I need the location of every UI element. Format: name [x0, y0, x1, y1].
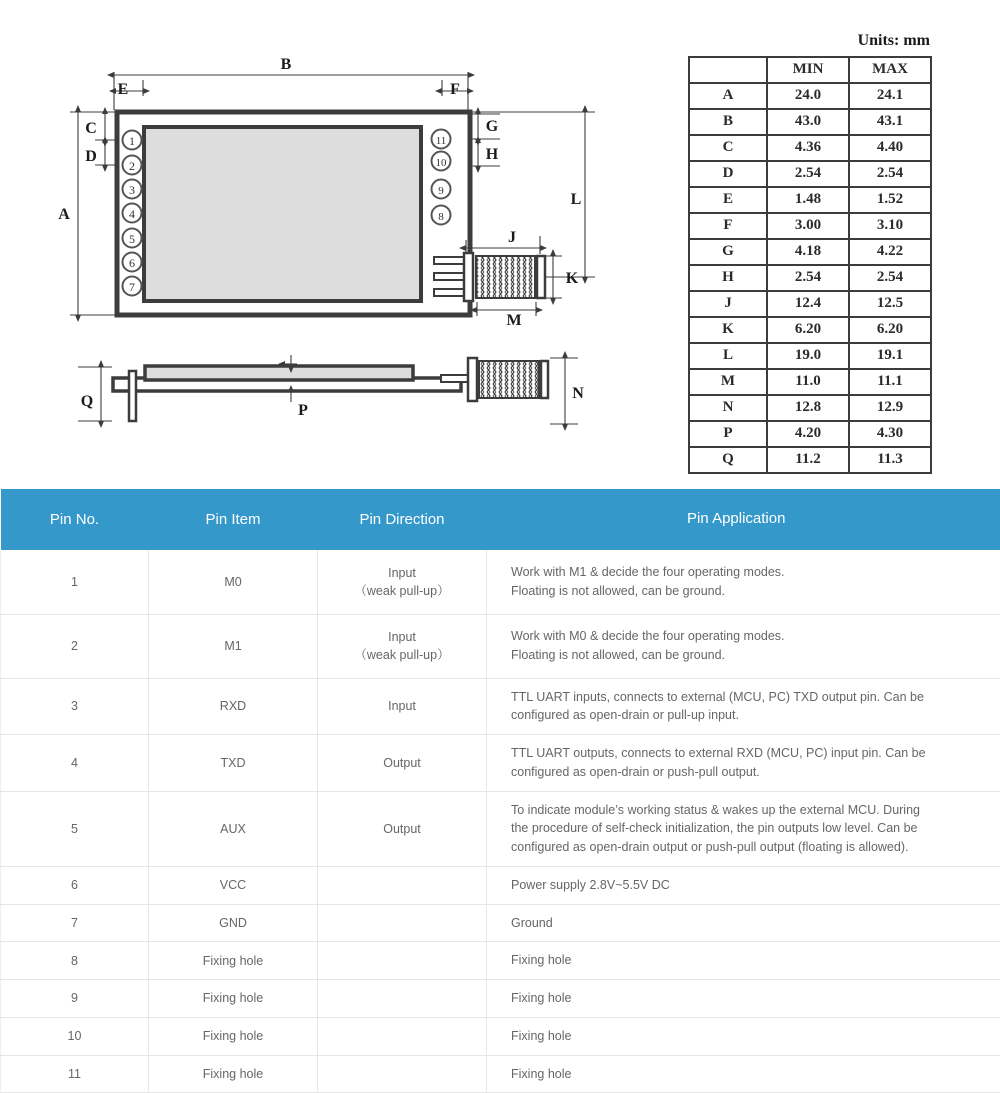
- pin-application-line: Fixing hole: [511, 1065, 986, 1084]
- dimension-cell-min: 11.0: [767, 369, 849, 395]
- dimension-table-row: [689, 343, 931, 369]
- pin-cell-no: 4: [1, 735, 149, 792]
- dimension-cell-min: 12.4: [767, 291, 849, 317]
- dim-label-N: N: [572, 385, 584, 402]
- dimension-table-row: [689, 395, 931, 421]
- dimension-cell-name: E: [689, 187, 767, 213]
- dimension-cell-max: 1.52: [849, 187, 931, 213]
- dimension-cell-name: M: [689, 369, 767, 395]
- pin-cell-direction: [318, 614, 487, 678]
- pin-cell-direction: [318, 678, 487, 735]
- dimension-cell-max: 12.9: [849, 395, 931, 421]
- dimension-cell-min: 12.8: [767, 395, 849, 421]
- dimension-header-max: MAX: [849, 57, 931, 83]
- pin-number-10: 10: [436, 157, 448, 169]
- dimension-table-row: [689, 109, 931, 135]
- dimension-cell-min: 3.00: [767, 213, 849, 239]
- pin-application-line: configured as open-drain or push-pull output.: [511, 763, 986, 782]
- dimension-cell-max: 2.54: [849, 161, 931, 187]
- dimension-cell-max: 6.20: [849, 317, 931, 343]
- pin-cell-application: [487, 904, 1000, 942]
- dimension-cell-name: H: [689, 265, 767, 291]
- pin-cell-application: [487, 980, 1000, 1018]
- dimension-table-row: [689, 291, 931, 317]
- dimension-cell-max: 19.1: [849, 343, 931, 369]
- pin-cell-no: 2: [1, 614, 149, 678]
- pin-cell-direction: [318, 550, 487, 614]
- dimension-cell-min: 24.0: [767, 83, 849, 109]
- pin-header-application: Pin Application: [487, 489, 1000, 550]
- pin-application-line: To indicate module’s working status & wakes up the external MCU. During: [511, 801, 986, 820]
- pin-direction-main: Input: [318, 697, 486, 715]
- pin-cell-item: GND: [149, 904, 318, 942]
- dimension-cell-name: B: [689, 109, 767, 135]
- pin-cell-no: 8: [1, 942, 149, 980]
- table-row: [1, 980, 1000, 1018]
- dimension-cell-max: 12.5: [849, 291, 931, 317]
- pin-number-8: 8: [438, 211, 444, 223]
- pin-cell-application: [487, 942, 1000, 980]
- table-row: [1, 904, 1000, 942]
- pin-cell-application: [487, 791, 1000, 866]
- dimension-cell-name: N: [689, 395, 767, 421]
- dim-label-H: H: [486, 146, 499, 163]
- pin-table-container: [0, 489, 1000, 1093]
- pin-cell-no: 6: [1, 866, 149, 904]
- pin-cell-application: [487, 614, 1000, 678]
- dimension-cell-name: G: [689, 239, 767, 265]
- table-row: [1, 1055, 1000, 1093]
- dimension-A: [70, 112, 115, 315]
- table-row: [1, 942, 1000, 980]
- pin-number-5: 5: [129, 232, 135, 246]
- dimension-table-row: [689, 83, 931, 109]
- pin-cell-no: 7: [1, 904, 149, 942]
- dimension-table-row: [689, 161, 931, 187]
- pin-cell-direction: [318, 1055, 487, 1093]
- dimension-table-container: [688, 32, 932, 474]
- dimension-J: [466, 236, 540, 254]
- dim-label-P: P: [298, 402, 308, 419]
- pin-cell-no: 11: [1, 1055, 149, 1093]
- dim-label-C: C: [85, 120, 97, 137]
- pin-cell-application: [487, 550, 1000, 614]
- pin-application-line: Ground: [511, 914, 986, 933]
- pin-cell-no: 9: [1, 980, 149, 1018]
- dim-label-K: K: [566, 270, 579, 287]
- dimension-cell-name: Q: [689, 447, 767, 473]
- pin-cell-no: 10: [1, 1017, 149, 1055]
- pin-cell-item: M0: [149, 550, 318, 614]
- dimension-cell-min: 2.54: [767, 161, 849, 187]
- dim-label-J: J: [508, 229, 516, 246]
- pin-direction-main: Output: [318, 754, 486, 772]
- pin-application-line: configured as open-drain output or push-pull output (floating is allowed).: [511, 838, 986, 857]
- dimension-table-row: [689, 213, 931, 239]
- pin-cell-item: Fixing hole: [149, 1055, 318, 1093]
- dimension-cell-max: 2.54: [849, 265, 931, 291]
- pin-cell-application: [487, 678, 1000, 735]
- dimension-header-name: [689, 57, 767, 83]
- dimension-cell-max: 24.1: [849, 83, 931, 109]
- pin-cell-direction: [318, 735, 487, 792]
- units-label: Units: mm: [688, 32, 932, 50]
- pin-application-line: configured as open-drain or pull-up input.: [511, 706, 986, 725]
- pin-application-line: Work with M1 & decide the four operating modes.: [511, 563, 986, 582]
- pin-application-line: Power supply 2.8V~5.5V DC: [511, 876, 986, 895]
- pin-number-4: 4: [129, 207, 135, 221]
- mechanical-drawing: [0, 0, 660, 470]
- dimension-cell-max: 11.1: [849, 369, 931, 395]
- pin-cell-item: AUX: [149, 791, 318, 866]
- dimension-cell-name: D: [689, 161, 767, 187]
- pin-number-3: 3: [129, 183, 135, 197]
- dimension-cell-min: 4.18: [767, 239, 849, 265]
- pin-table: [0, 489, 1000, 1093]
- pin-header-no: Pin No.: [1, 489, 149, 550]
- dim-label-F: F: [450, 81, 460, 98]
- dimension-cell-min: 1.48: [767, 187, 849, 213]
- pin-cell-direction: [318, 904, 487, 942]
- drawing-svg: [0, 0, 660, 470]
- pin-direction-main: Input: [318, 628, 486, 646]
- pin-cell-item: Fixing hole: [149, 980, 318, 1018]
- dimension-table-row: [689, 239, 931, 265]
- dimension-cell-max: 4.22: [849, 239, 931, 265]
- pin-cell-item: M1: [149, 614, 318, 678]
- pin-cell-no: 1: [1, 550, 149, 614]
- pin-cell-item: Fixing hole: [149, 942, 318, 980]
- table-row: [1, 735, 1000, 792]
- pin-number-7: 7: [129, 280, 135, 294]
- pin-cell-direction: [318, 791, 487, 866]
- dimension-table-row: [689, 421, 931, 447]
- pin-number-1: 1: [129, 134, 135, 148]
- dimension-cell-max: 4.30: [849, 421, 931, 447]
- pin-direction-sub: （weak pull-up）: [318, 582, 486, 600]
- pin-cell-item: RXD: [149, 678, 318, 735]
- dim-label-G: G: [486, 118, 499, 135]
- board-outline-side-view: [113, 366, 461, 421]
- table-row: [1, 791, 1000, 866]
- dimension-cell-min: 4.36: [767, 135, 849, 161]
- dimension-cell-name: J: [689, 291, 767, 317]
- pin-header-direction: Pin Direction: [318, 489, 487, 550]
- table-row: [1, 1017, 1000, 1055]
- dimension-cell-name: C: [689, 135, 767, 161]
- pin-application-line: Floating is not allowed, can be ground.: [511, 582, 986, 601]
- dimension-cell-name: K: [689, 317, 767, 343]
- pin-cell-item: Fixing hole: [149, 1017, 318, 1055]
- pin-application-line: TTL UART inputs, connects to external (MCU, PC) TXD output pin. Can be: [511, 688, 986, 707]
- pin-application-line: Fixing hole: [511, 989, 986, 1008]
- table-row: [1, 678, 1000, 735]
- table-row: [1, 550, 1000, 614]
- dimension-cell-min: 4.20: [767, 421, 849, 447]
- pin-application-line: Work with M0 & decide the four operating modes.: [511, 627, 986, 646]
- dim-label-L: L: [571, 191, 582, 208]
- dimension-cell-min: 19.0: [767, 343, 849, 369]
- pin-number-6: 6: [129, 256, 135, 270]
- dimension-cell-name: A: [689, 83, 767, 109]
- pin-cell-direction: [318, 866, 487, 904]
- pin-direction-sub: （weak pull-up）: [318, 646, 486, 664]
- pin-cell-application: [487, 866, 1000, 904]
- pin-cell-application: [487, 1017, 1000, 1055]
- sma-connector-side-view: [441, 358, 548, 401]
- dimension-table-row: [689, 265, 931, 291]
- pin-application-line: Fixing hole: [511, 951, 986, 970]
- pin-application-line: the procedure of self-check initialization, the pin outputs low level. Can be: [511, 819, 986, 838]
- pin-cell-no: 3: [1, 678, 149, 735]
- dimension-B: [114, 72, 468, 110]
- pin-application-line: TTL UART outputs, connects to external RXD (MCU, PC) input pin. Can be: [511, 744, 986, 763]
- dimension-cell-min: 2.54: [767, 265, 849, 291]
- dim-label-E: E: [118, 81, 129, 98]
- dimension-cell-min: 43.0: [767, 109, 849, 135]
- dimension-table-header-row: [689, 57, 931, 83]
- dim-label-M: M: [506, 312, 521, 329]
- dimension-cell-name: F: [689, 213, 767, 239]
- dim-label-Q: Q: [81, 393, 93, 410]
- pin-application-line: Fixing hole: [511, 1027, 986, 1046]
- dim-label-A: A: [58, 206, 70, 223]
- table-row: [1, 614, 1000, 678]
- pin-cell-direction: [318, 1017, 487, 1055]
- dimension-cell-name: P: [689, 421, 767, 447]
- dim-label-D: D: [85, 148, 97, 165]
- dimension-table: [688, 56, 932, 474]
- dimension-table-row: [689, 369, 931, 395]
- dimension-cell-max: 11.3: [849, 447, 931, 473]
- dimension-header-min: MIN: [767, 57, 849, 83]
- dimension-cell-max: 43.1: [849, 109, 931, 135]
- dim-label-B: B: [281, 56, 292, 73]
- sma-connector-top-view: [434, 253, 545, 301]
- pin-cell-no: 5: [1, 791, 149, 866]
- pin-header-item: Pin Item: [149, 489, 318, 550]
- pin-number-9: 9: [438, 185, 444, 197]
- pin-cell-direction: [318, 980, 487, 1018]
- pin-table-header-row: [1, 489, 1000, 550]
- dimension-cell-max: 4.40: [849, 135, 931, 161]
- dimension-table-row: [689, 135, 931, 161]
- pin-cell-item: TXD: [149, 735, 318, 792]
- pin-cell-application: [487, 1055, 1000, 1093]
- pin-direction-main: Output: [318, 820, 486, 838]
- pin-number-2: 2: [129, 159, 135, 173]
- pin-direction-main: Input: [318, 564, 486, 582]
- dimension-table-row: [689, 187, 931, 213]
- dimension-cell-max: 3.10: [849, 213, 931, 239]
- dimension-cell-name: L: [689, 343, 767, 369]
- table-row: [1, 866, 1000, 904]
- dimension-table-row: [689, 447, 931, 473]
- pin-cell-direction: [318, 942, 487, 980]
- dimension-D: [95, 143, 115, 165]
- dimension-cell-min: 11.2: [767, 447, 849, 473]
- board-outline-top-view: [117, 112, 470, 315]
- dimension-table-row: [689, 317, 931, 343]
- pin-application-line: Floating is not allowed, can be ground.: [511, 646, 986, 665]
- pin-cell-application: [487, 735, 1000, 792]
- dimension-C: [95, 114, 115, 140]
- pin-cell-item: VCC: [149, 866, 318, 904]
- pin-number-11: 11: [436, 135, 447, 147]
- dimension-cell-min: 6.20: [767, 317, 849, 343]
